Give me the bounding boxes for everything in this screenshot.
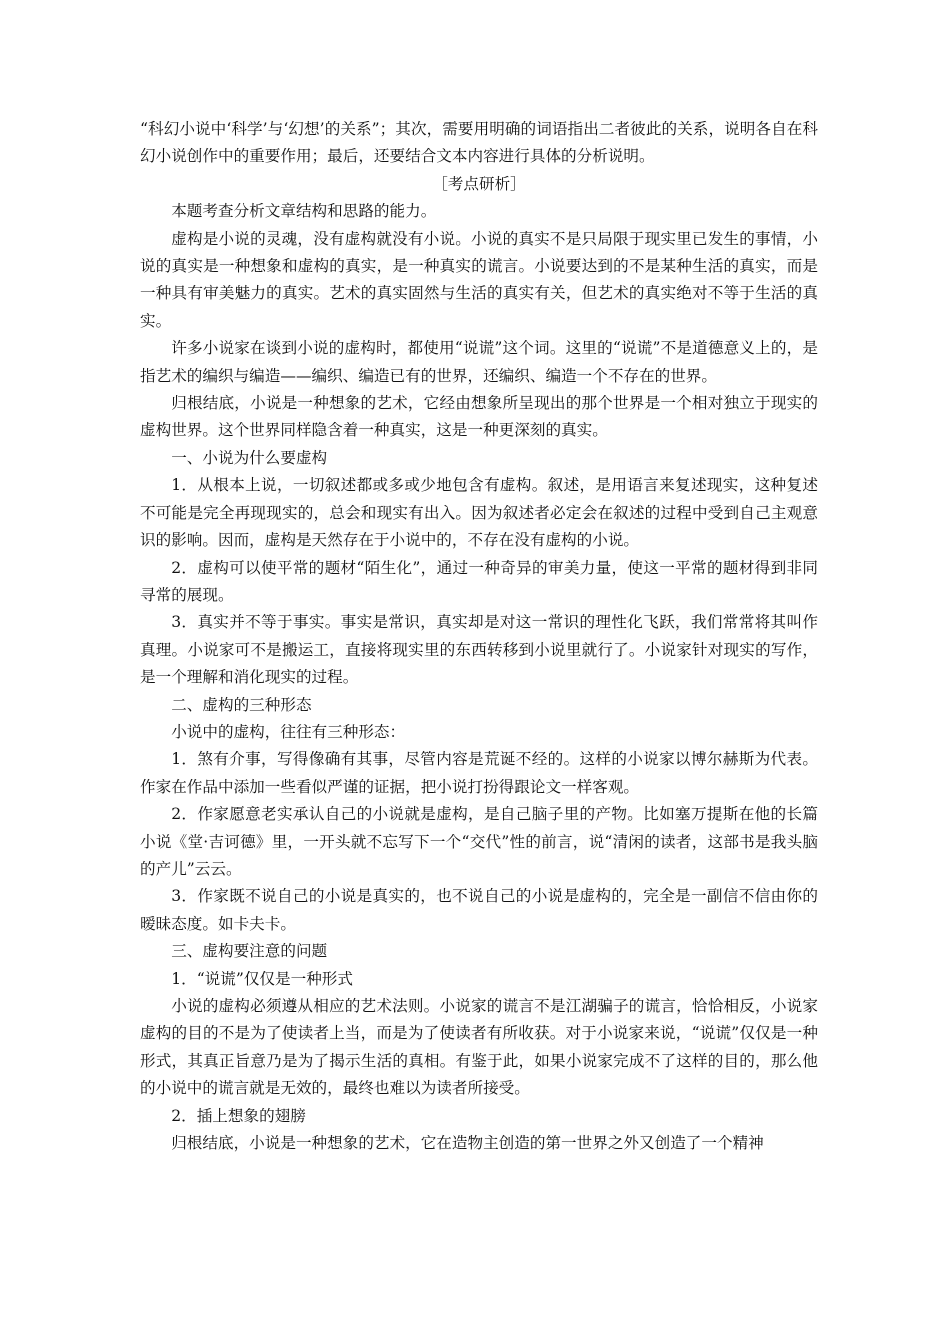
paragraph-continuation: “科幻小说中‘科学’与‘幻想’的关系”；其次，需要用明确的词语指出二者彼此的关系，说明各自在科幻小说创作中的重要作用；最后，还要结合文本内容进行具体的分析说明。	[140, 120, 818, 166]
subheading: 二、虚构的三种形态	[171, 695, 312, 714]
list-item: 1．煞有介事，写得像确有其事，尽管内容是荒诞不经的。这样的小说家以博尔赫斯为代表。作家在作品中添加一些看似严谨的证据，把小说打扮得跟论文一样客观。	[140, 750, 818, 796]
paragraph: 归根结底，小说是一种想象的艺术，它在造物主创造的第一世界之外又创造了一个精神	[171, 1134, 764, 1153]
subheading: 一、小说为什么要虚构	[171, 448, 328, 467]
list-item-heading: 2．插上想象的翅膀	[171, 1106, 306, 1125]
section-heading-analysis: ［考点研析］	[432, 174, 526, 193]
list-item: 2．虚构可以使平常的题材“陌生化”，通过一种奇异的审美力量，使这一平常的题材得到非同寻常的展现。	[140, 558, 818, 604]
subheading: 三、虚构要注意的问题	[171, 942, 328, 961]
paragraph: 小说中的虚构，往往有三种形态：	[171, 722, 406, 741]
paragraph: 虚构是小说的灵魂，没有虚构就没有小说。小说的真实不是只局限于现实里已发生的事情，小说的真实是一种想象和虚构的真实，是一种真实的谎言。小说要达到的不是某种生活的真实，而是一种具有审美魅力的真实。艺术的真实固然与生活的真实有关，但艺术的真实绝对不等于生活的真实。	[140, 229, 818, 330]
paragraph: 归根结底，小说是一种想象的艺术，它经由想象所呈现出的那个世界是一个相对独立于现实的虚构世界。这个世界同样隐含着一种真实，这是一种更深刻的真实。	[140, 394, 818, 440]
paragraph: 小说的虚构必须遵从相应的艺术法则。小说家的谎言不是江湖骗子的谎言，恰恰相反，小说家虚构的目的不是为了使读者上当，而是为了使读者有所收获。对于小说家来说，“说谎”仅仅是一种形式，其真正旨意乃是为了揭示生活的真相。有鉴于此，如果小说家完成不了这样的目的，那么他的小说中的谎言就是无效的，最终也难以为读者所接受。	[140, 997, 818, 1098]
list-item-heading: 1．“说谎”仅仅是一种形式	[171, 969, 353, 988]
list-item: 3．真实并不等于事实。事实是常识，真实却是对这一常识的理性化飞跃，我们常常将其叫作真理。小说家可不是搬运工，直接将现实里的东西转移到小说里就行了。小说家针对现实的写作，是一个理解和消化现实的过程。	[140, 613, 818, 687]
paragraph: 许多小说家在谈到小说的虚构时，都使用“说谎”这个词。这里的“说谎”不是道德意义上的，是指艺术的编织与编造——编织、编造已有的世界，还编织、编造一个不存在的世界。	[140, 339, 818, 385]
list-item: 1．从根本上说，一切叙述都或多或少地包含有虚构。叙述，是用语言来复述现实，这种复述不可能是完全再现现实的，总会和现实有出入。因为叙述者必定会在叙述的过程中受到自己主观意识的影响。因而，虚构是天然存在于小说中的，不存在没有虚构的小说。	[140, 476, 818, 550]
document-page	[140, 116, 818, 1157]
list-item: 2．作家愿意老实承认自己的小说就是虚构，是自己脑子里的产物。比如塞万提斯在他的长篇小说《堂·吉诃德》里，一开头就不忘写下一个“交代”性的前言，说“清闲的读者，这部书是我头脑的产儿”云云。	[140, 805, 818, 878]
paragraph: 本题考查分析文章结构和思路的能力。	[171, 202, 437, 221]
list-item: 3．作家既不说自己的小说是真实的，也不说自己的小说是虚构的，完全是一副信不信由你的暧昧态度。如卡夫卡。	[140, 887, 818, 933]
